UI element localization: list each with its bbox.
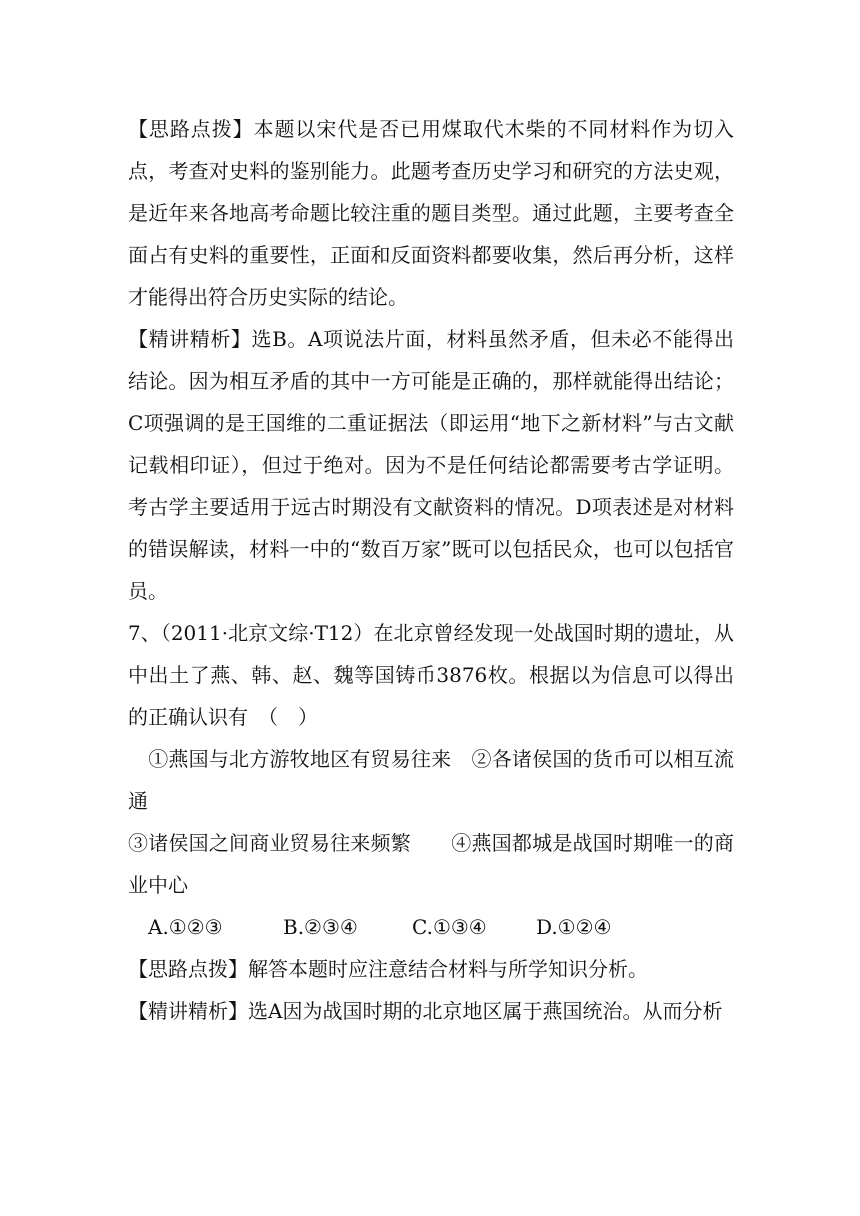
explanation-label-2: 【精讲精析】	[128, 999, 248, 1023]
option-c: C.①③④	[412, 915, 487, 939]
question-7-stem: 7、（2011·北京文综·T12）在北京曾经发现一处战国时期的遗址，从中出土了燕、韩、赵、魏等国铸币3876枚。根据以为信息可以得出的正确认识有 （ ）	[128, 621, 734, 729]
hint-text-2: 解答本题时应注意结合材料与所学知识分析。	[248, 957, 648, 981]
explanation-text: 选B。A项说法片面，材料虽然矛盾，但未必不能得出结论。因为相互矛盾的其中一方可能是正确的，那样就能得出结论；C项强调的是王国维的二重证据法（即运用“地下之新材料”与古文献记载相印证），但过于绝对。因为不是任何结论都需要考古学证明。考古学主要适用于远古时期没有文献资料的情况。D项表述是对材料的错误解读，材料一中的“数百万家”既可以包括民众，也可以包括官员。	[128, 327, 735, 603]
hint-text: 本题以宋代是否已用煤取代木柴的不同材料作为切入点，考查对史料的鉴别能力。此题考查历史学习和研究的方法史观，是近年来各地高考命题比较注重的题目类型。通过此题，主要考查全面占有史料的重要性，正面和反面资料都要收集，然后再分析，这样才能得出符合历史实际的结论。	[128, 117, 735, 309]
analysis-paragraph-3	[128, 948, 734, 990]
option-b: B.②③④	[283, 915, 358, 939]
explanation-label: 【精讲精析】	[128, 327, 252, 351]
explanation-text-2: 选A因为战国时期的北京地区属于燕国统治。从而分析	[248, 999, 723, 1023]
option-d: D.①②④	[536, 915, 612, 939]
hint-label-2: 【思路点拨】	[128, 957, 248, 981]
analysis-paragraph-2	[128, 318, 734, 612]
question-7-statements-3-4: ③诸侯国之间商业贸易往来频繁 ④燕国都城是战国时期唯一的商业中心	[128, 831, 734, 897]
analysis-paragraph-4	[128, 990, 734, 1032]
analysis-paragraph-1	[128, 108, 734, 318]
question-7-options	[128, 906, 734, 948]
option-a: A.①②③	[148, 915, 223, 939]
document-body	[128, 108, 734, 1032]
question-7-statements-1-2: ①燕国与北方游牧地区有贸易往来 ②各诸侯国的货币可以相互流通	[128, 747, 734, 813]
hint-label: 【思路点拨】	[128, 117, 254, 141]
